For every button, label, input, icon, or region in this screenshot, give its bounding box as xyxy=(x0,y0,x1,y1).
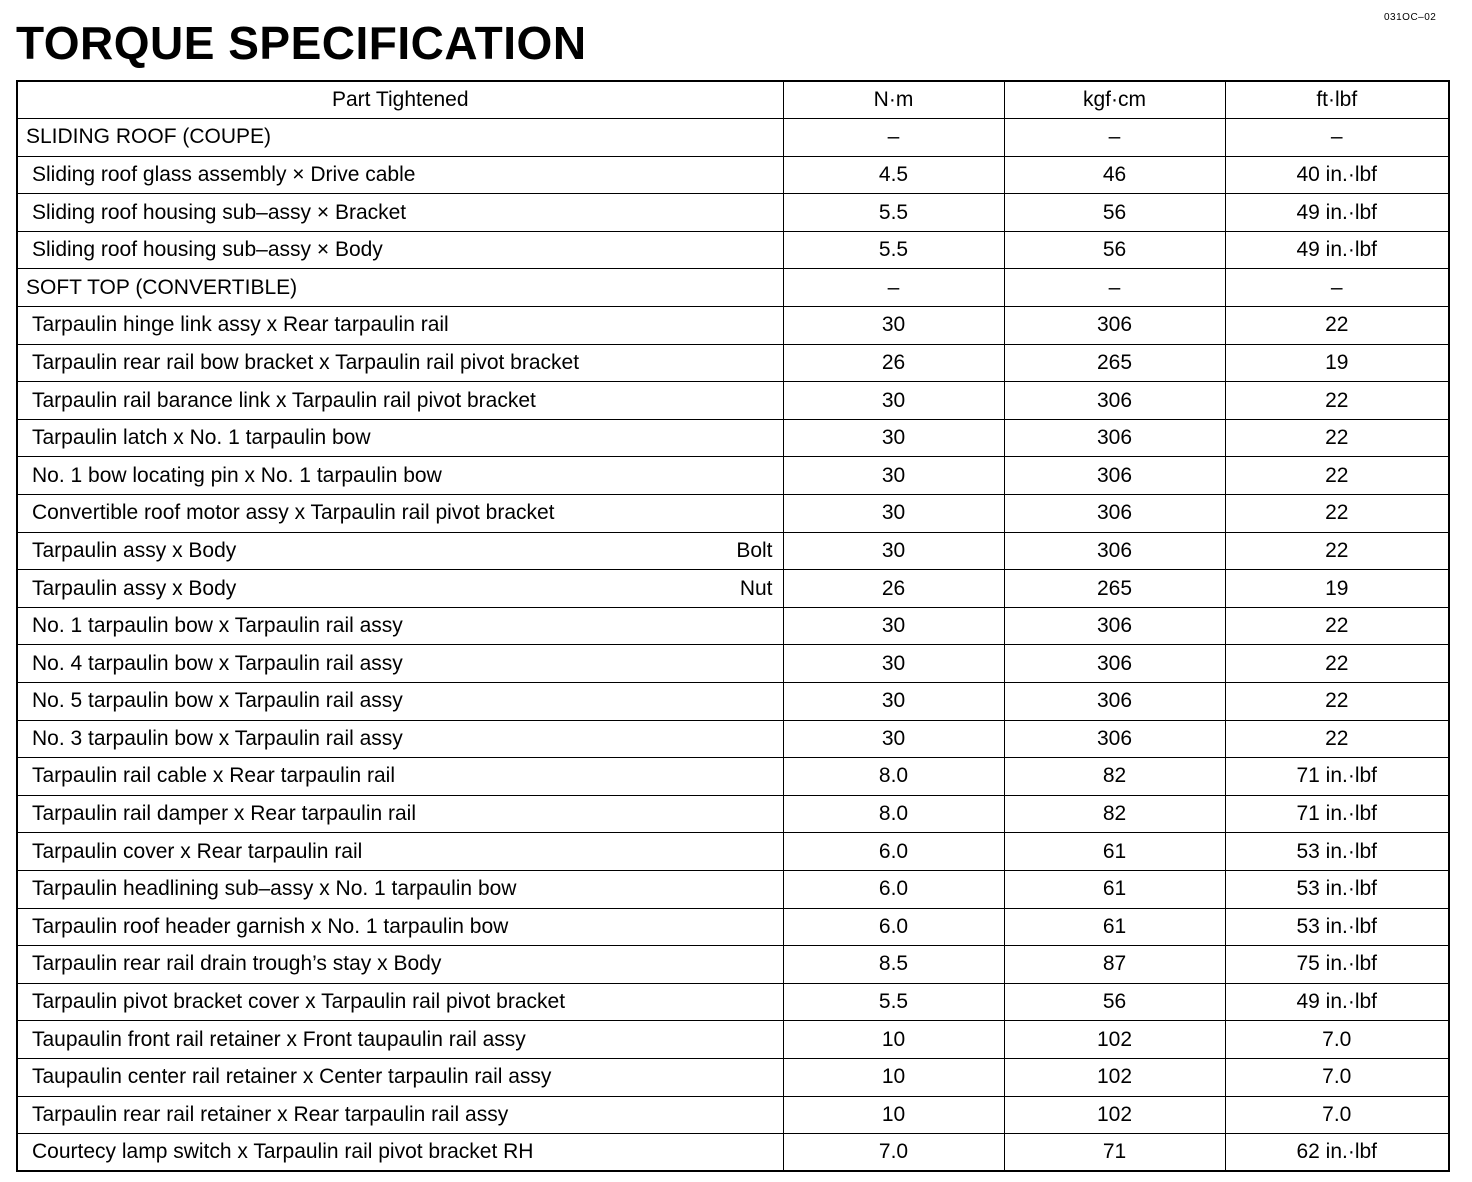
part-cell-content xyxy=(32,877,773,901)
ft-lbf-value: 22 xyxy=(1225,683,1449,721)
part-cell-content xyxy=(32,238,773,262)
part-name: Sliding roof housing sub–assy × Bracket xyxy=(32,200,407,224)
part-tightened-cell xyxy=(17,983,783,1021)
part-tightened-cell xyxy=(17,795,783,833)
part-cell-content xyxy=(32,577,773,601)
part-name: Taupaulin front rail retainer x Front taupaulin rail assy xyxy=(32,1027,526,1051)
table-row xyxy=(17,307,1449,345)
part-tightened-cell xyxy=(17,307,783,345)
part-cell-content xyxy=(32,426,773,450)
part-tightened-cell xyxy=(17,269,783,307)
kgf-cm-value: 87 xyxy=(1004,946,1225,984)
part-tightened-cell xyxy=(17,382,783,420)
nm-value: 30 xyxy=(783,607,1004,645)
part-name: Tarpaulin hinge link assy x Rear tarpaulin rail xyxy=(32,313,449,337)
part-name: Tarpaulin rear rail retainer x Rear tarpaulin rail assy xyxy=(32,1102,509,1126)
nm-value: 6.0 xyxy=(783,833,1004,871)
nm-value: – xyxy=(783,119,1004,157)
document-reference-code: 031OC–02 xyxy=(1384,12,1437,23)
part-tightened-cell xyxy=(17,231,783,269)
ft-lbf-value: 71 in.·lbf xyxy=(1225,758,1449,796)
part-name: Tarpaulin rear rail bow bracket x Tarpaulin rail pivot bracket xyxy=(32,350,580,374)
nm-value: 30 xyxy=(783,419,1004,457)
nm-value: 30 xyxy=(783,457,1004,495)
part-tightened-cell xyxy=(17,946,783,984)
ft-lbf-value: 7.0 xyxy=(1225,1058,1449,1096)
ft-lbf-value: 22 xyxy=(1225,532,1449,570)
nm-value: 26 xyxy=(783,344,1004,382)
part-tightened-cell xyxy=(17,344,783,382)
table-row xyxy=(17,1134,1449,1172)
nm-value: 30 xyxy=(783,307,1004,345)
ft-lbf-value: – xyxy=(1225,119,1449,157)
kgf-cm-value: 306 xyxy=(1004,720,1225,758)
kgf-cm-value: 306 xyxy=(1004,683,1225,721)
part-tightened-cell xyxy=(17,645,783,683)
nm-value: 30 xyxy=(783,683,1004,721)
ft-lbf-value: 22 xyxy=(1225,382,1449,420)
fastener-type-note: Bolt xyxy=(736,538,773,562)
part-name: No. 1 tarpaulin bow x Tarpaulin rail assy xyxy=(32,614,403,638)
kgf-cm-value: 56 xyxy=(1004,231,1225,269)
part-tightened-cell xyxy=(17,607,783,645)
table-row xyxy=(17,570,1449,608)
part-name: Tarpaulin roof header garnish x No. 1 tarpaulin bow xyxy=(32,914,509,938)
nm-value: 6.0 xyxy=(783,908,1004,946)
part-tightened-cell xyxy=(17,570,783,608)
part-name: No. 3 tarpaulin bow x Tarpaulin rail assy xyxy=(32,726,403,750)
ft-lbf-value: 40 in.·lbf xyxy=(1225,156,1449,194)
table-row xyxy=(17,758,1449,796)
table-row xyxy=(17,983,1449,1021)
ft-lbf-value: 22 xyxy=(1225,495,1449,533)
part-tightened-cell xyxy=(17,495,783,533)
kgf-cm-value: 265 xyxy=(1004,570,1225,608)
ft-lbf-value: 53 in.·lbf xyxy=(1225,908,1449,946)
section-row xyxy=(17,119,1449,157)
table-header-row xyxy=(17,81,1449,119)
nm-value: 30 xyxy=(783,720,1004,758)
nm-value: 30 xyxy=(783,645,1004,683)
ft-lbf-value: 71 in.·lbf xyxy=(1225,795,1449,833)
nm-value: 7.0 xyxy=(783,1134,1004,1172)
section-row xyxy=(17,269,1449,307)
part-name: Tarpaulin latch x No. 1 tarpaulin bow xyxy=(32,426,371,450)
nm-value: 10 xyxy=(783,1021,1004,1059)
part-tightened-cell xyxy=(17,1058,783,1096)
part-cell-content xyxy=(32,840,773,864)
header-ft-lbf: ft·lbf xyxy=(1225,81,1449,119)
nm-value: – xyxy=(783,269,1004,307)
table-row xyxy=(17,683,1449,721)
nm-value: 8.5 xyxy=(783,946,1004,984)
ft-lbf-value: 7.0 xyxy=(1225,1021,1449,1059)
part-cell-content xyxy=(32,389,773,413)
kgf-cm-value: 61 xyxy=(1004,908,1225,946)
part-name: Sliding roof glass assembly × Drive cable xyxy=(32,162,416,186)
part-tightened-cell xyxy=(17,532,783,570)
part-cell-content xyxy=(26,276,773,300)
part-tightened-cell xyxy=(17,1134,783,1172)
kgf-cm-value: – xyxy=(1004,269,1225,307)
kgf-cm-value: 61 xyxy=(1004,833,1225,871)
part-name: Tarpaulin headlining sub–assy x No. 1 tarpaulin bow xyxy=(32,877,517,901)
part-tightened-cell xyxy=(17,156,783,194)
part-tightened-cell xyxy=(17,870,783,908)
ft-lbf-value: 75 in.·lbf xyxy=(1225,946,1449,984)
part-tightened-cell xyxy=(17,119,783,157)
kgf-cm-value: – xyxy=(1004,119,1225,157)
ft-lbf-value: 22 xyxy=(1225,419,1449,457)
kgf-cm-value: 102 xyxy=(1004,1058,1225,1096)
part-cell-content xyxy=(32,764,773,788)
table-row xyxy=(17,870,1449,908)
kgf-cm-value: 102 xyxy=(1004,1096,1225,1134)
part-name: Tarpaulin pivot bracket cover x Tarpaulin rail pivot bracket xyxy=(32,990,566,1014)
nm-value: 5.5 xyxy=(783,231,1004,269)
table-row xyxy=(17,344,1449,382)
fastener-type-note: Nut xyxy=(739,576,773,600)
nm-value: 5.5 xyxy=(783,194,1004,232)
ft-lbf-value: 19 xyxy=(1225,570,1449,608)
nm-value: 26 xyxy=(783,570,1004,608)
part-cell-content xyxy=(32,689,773,713)
ft-lbf-value: 49 in.·lbf xyxy=(1225,194,1449,232)
table-row xyxy=(17,457,1449,495)
table-row xyxy=(17,908,1449,946)
part-cell-content xyxy=(32,802,773,826)
nm-value: 10 xyxy=(783,1058,1004,1096)
ft-lbf-value: 53 in.·lbf xyxy=(1225,870,1449,908)
part-tightened-cell xyxy=(17,1096,783,1134)
ft-lbf-value: – xyxy=(1225,269,1449,307)
part-cell-content xyxy=(32,539,773,563)
part-name: No. 5 tarpaulin bow x Tarpaulin rail assy xyxy=(32,689,403,713)
kgf-cm-value: 306 xyxy=(1004,457,1225,495)
nm-value: 6.0 xyxy=(783,870,1004,908)
ft-lbf-value: 49 in.·lbf xyxy=(1225,983,1449,1021)
nm-value: 5.5 xyxy=(783,983,1004,1021)
part-cell-content xyxy=(32,351,773,375)
table-row xyxy=(17,231,1449,269)
kgf-cm-value: 306 xyxy=(1004,645,1225,683)
table-row xyxy=(17,382,1449,420)
part-tightened-cell xyxy=(17,833,783,871)
part-cell-content xyxy=(32,1028,773,1052)
part-name: Tarpaulin rail damper x Rear tarpaulin rail xyxy=(32,802,417,826)
part-name: Tarpaulin assy x Body xyxy=(32,576,237,600)
section-title: SOFT TOP (CONVERTIBLE) xyxy=(26,275,298,299)
part-name: Tarpaulin rail barance link x Tarpaulin rail pivot bracket xyxy=(32,388,536,412)
ft-lbf-value: 22 xyxy=(1225,307,1449,345)
part-tightened-cell xyxy=(17,419,783,457)
nm-value: 30 xyxy=(783,382,1004,420)
kgf-cm-value: 82 xyxy=(1004,758,1225,796)
nm-value: 10 xyxy=(783,1096,1004,1134)
kgf-cm-value: 61 xyxy=(1004,870,1225,908)
section-title: SLIDING ROOF (COUPE) xyxy=(26,125,272,149)
ft-lbf-value: 22 xyxy=(1225,645,1449,683)
nm-value: 8.0 xyxy=(783,758,1004,796)
table-row xyxy=(17,1021,1449,1059)
part-tightened-cell xyxy=(17,908,783,946)
kgf-cm-value: 306 xyxy=(1004,419,1225,457)
part-cell-content xyxy=(32,313,773,337)
part-cell-content xyxy=(32,1065,773,1089)
nm-value: 8.0 xyxy=(783,795,1004,833)
part-cell-content xyxy=(32,201,773,225)
nm-value: 30 xyxy=(783,495,1004,533)
part-cell-content xyxy=(32,1140,773,1164)
part-cell-content xyxy=(32,464,773,488)
kgf-cm-value: 82 xyxy=(1004,795,1225,833)
kgf-cm-value: 306 xyxy=(1004,307,1225,345)
kgf-cm-value: 56 xyxy=(1004,983,1225,1021)
table-row xyxy=(17,495,1449,533)
ft-lbf-value: 53 in.·lbf xyxy=(1225,833,1449,871)
ft-lbf-value: 22 xyxy=(1225,607,1449,645)
part-tightened-cell xyxy=(17,720,783,758)
part-name: Tarpaulin rear rail drain trough’s stay x Body xyxy=(32,952,442,976)
kgf-cm-value: 102 xyxy=(1004,1021,1225,1059)
part-cell-content xyxy=(32,163,773,187)
part-name: No. 4 tarpaulin bow x Tarpaulin rail assy xyxy=(32,651,403,675)
part-tightened-cell xyxy=(17,1021,783,1059)
part-tightened-cell xyxy=(17,758,783,796)
part-name: Sliding roof housing sub–assy × Body xyxy=(32,238,383,262)
header-nm: N·m xyxy=(783,81,1004,119)
table-row xyxy=(17,1058,1449,1096)
table-row xyxy=(17,946,1449,984)
part-name: Tarpaulin cover x Rear tarpaulin rail xyxy=(32,839,363,863)
part-name: No. 1 bow locating pin x No. 1 tarpaulin bow xyxy=(32,463,442,487)
part-cell-content xyxy=(32,652,773,676)
table-row xyxy=(17,833,1449,871)
part-cell-content xyxy=(32,990,773,1014)
header-kgf-cm: kgf·cm xyxy=(1004,81,1225,119)
kgf-cm-value: 306 xyxy=(1004,382,1225,420)
ft-lbf-value: 7.0 xyxy=(1225,1096,1449,1134)
nm-value: 4.5 xyxy=(783,156,1004,194)
table-body xyxy=(17,119,1449,1172)
table-row xyxy=(17,156,1449,194)
kgf-cm-value: 46 xyxy=(1004,156,1225,194)
torque-spec-table xyxy=(16,80,1450,1172)
header-part-tightened: Part Tightened xyxy=(17,81,783,119)
table-row xyxy=(17,194,1449,232)
part-name: Courtecy lamp switch x Tarpaulin rail pivot bracket RH xyxy=(32,1140,534,1164)
part-cell-content xyxy=(32,1103,773,1127)
ft-lbf-value: 62 in.·lbf xyxy=(1225,1134,1449,1172)
ft-lbf-value: 22 xyxy=(1225,457,1449,495)
nm-value: 30 xyxy=(783,532,1004,570)
part-name: Taupaulin center rail retainer x Center tarpaulin rail assy xyxy=(32,1065,552,1089)
kgf-cm-value: 306 xyxy=(1004,495,1225,533)
part-cell-content xyxy=(32,501,773,525)
kgf-cm-value: 56 xyxy=(1004,194,1225,232)
kgf-cm-value: 71 xyxy=(1004,1134,1225,1172)
kgf-cm-value: 306 xyxy=(1004,532,1225,570)
part-cell-content xyxy=(26,125,773,149)
part-name: Convertible roof motor assy x Tarpaulin rail pivot bracket xyxy=(32,501,555,525)
kgf-cm-value: 306 xyxy=(1004,607,1225,645)
part-name: Tarpaulin assy x Body xyxy=(32,538,237,562)
part-cell-content xyxy=(32,952,773,976)
part-name: Tarpaulin rail cable x Rear tarpaulin rail xyxy=(32,764,396,788)
ft-lbf-value: 19 xyxy=(1225,344,1449,382)
table-row xyxy=(17,607,1449,645)
ft-lbf-value: 22 xyxy=(1225,720,1449,758)
part-tightened-cell xyxy=(17,194,783,232)
table-row xyxy=(17,1096,1449,1134)
table-row xyxy=(17,720,1449,758)
table-row xyxy=(17,795,1449,833)
ft-lbf-value: 49 in.·lbf xyxy=(1225,231,1449,269)
table-row xyxy=(17,419,1449,457)
part-cell-content xyxy=(32,915,773,939)
table-row xyxy=(17,645,1449,683)
table-row xyxy=(17,532,1449,570)
part-cell-content xyxy=(32,614,773,638)
page-title: TORQUE SPECIFICATION xyxy=(16,17,587,69)
part-tightened-cell xyxy=(17,457,783,495)
part-cell-content xyxy=(32,727,773,751)
part-tightened-cell xyxy=(17,683,783,721)
kgf-cm-value: 265 xyxy=(1004,344,1225,382)
